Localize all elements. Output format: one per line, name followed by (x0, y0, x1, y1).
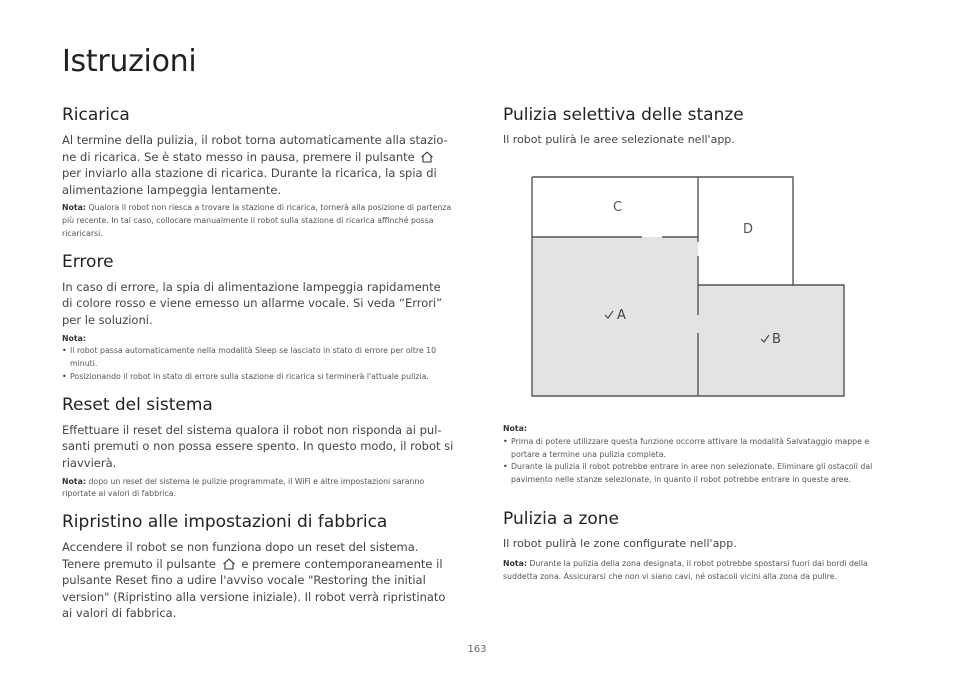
charging-note: Nota: Qualora il robot non riesca a trovare la stazione di ricarica, tornerà alla posizione di partenza più recente. In tal caso, collocare manualmente il robot sulla stazione di ricarica affinché possa ricaricarsi. (62, 203, 452, 238)
list-item: • Durante la pulizia il robot potrebbe entrare in aree non selezionate. Eliminare gli ostacoli dal pavimento nelle stanze selezionate, in quanto il robot potrebbe entrare in queste aree. (503, 461, 895, 487)
room-notes (503, 436, 895, 487)
error-note-label: Nota: (62, 333, 86, 343)
zone-heading: Pulizia a zone (503, 509, 620, 529)
charging-body: Al termine della pulizia, il robot torna automaticamente alla stazio-ne di ricarica. Se è stato messo in pausa, premere il pulsante per inviarlo alla stazione di ricarica. Durante la ricarica, la spia di alimentazione lampeggia lentamente. (62, 133, 448, 197)
factory-heading: Ripristino alle impostazioni di fabbrica (62, 512, 388, 533)
room-label-a: A (617, 308, 626, 323)
list-item: • Prima di potere utilizzare questa funzione occorre attivare la modalità Salvataggio mappe e portare a termine una pulizia completa. (503, 436, 895, 462)
home-icon (222, 558, 236, 570)
room-label-c: C (613, 200, 623, 215)
room-map-diagram (531, 176, 847, 400)
room-label-b: B (772, 332, 781, 347)
list-item: • Il robot passa automaticamente nella modalità Sleep se lasciato in stato di errore per oltre 10 minuti. (62, 345, 454, 371)
reset-heading: Reset del sistema (62, 394, 213, 415)
zone-note: Nota: Durante la pulizia della zona designata, il robot potrebbe spostarsi fuori dai bordi della suddetta zona. Assicurarsi che non vi siano cavi, né ostacoli vicini alla zona da pulire. (503, 559, 868, 581)
room-body: Il robot pulirà le aree selezionate nell'app. (503, 133, 735, 146)
right-column-top (503, 104, 895, 154)
reset-section (62, 394, 454, 501)
left-column (62, 104, 454, 632)
room-notes-block (503, 423, 895, 487)
zone-body: Il robot pulirà le zone configurate nell'app. (503, 537, 737, 550)
charging-heading: Ricarica (62, 105, 130, 125)
room-heading: Pulizia selettiva delle stanze (503, 105, 744, 125)
room-note-label: Nota: (503, 424, 527, 433)
charging-section (62, 104, 454, 241)
home-icon (420, 151, 434, 163)
factory-section (62, 511, 454, 622)
reset-body: Effettuare il reset del sistema qualora il robot non risponda ai pul-santi premuti o non possa essere spento. In questo modo, il robot si riavvierà. (62, 422, 454, 470)
room-b (698, 285, 844, 396)
room-a (532, 237, 698, 396)
error-notes (62, 345, 454, 383)
room-label-d: D (743, 222, 754, 237)
factory-body: Accendere il robot se non funziona dopo un reset del sistema. Tenere premuto il pulsante e premere contemporaneamente il pulsante Reset fino a udire l'avviso vocale "Restoring the initial version" (Ripristino alla versione iniziale). Il robot verrà ripristinato ai valori di fabbrica. (62, 540, 446, 621)
reset-note: Nota: dopo un reset del sistema le pulizie programmate, il WiFi e altre impostazioni saranno riportate ai valori di fabbrica. (62, 476, 425, 499)
page-number: 163 (467, 644, 487, 655)
error-section (62, 251, 454, 384)
error-body: In caso di errore, la spia di alimentazione lampeggia rapidamente di colore rosso e viene emesso un allarme vocale. Si veda “Errori” per le soluzioni. (62, 279, 443, 327)
error-heading: Errore (62, 251, 114, 272)
zone-section (503, 508, 895, 584)
page-title: Istruzioni (62, 44, 197, 79)
list-item: • Posizionando il robot in stato di errore sulla stazione di ricarica si terminerà l'attuale pulizia. (62, 371, 454, 384)
